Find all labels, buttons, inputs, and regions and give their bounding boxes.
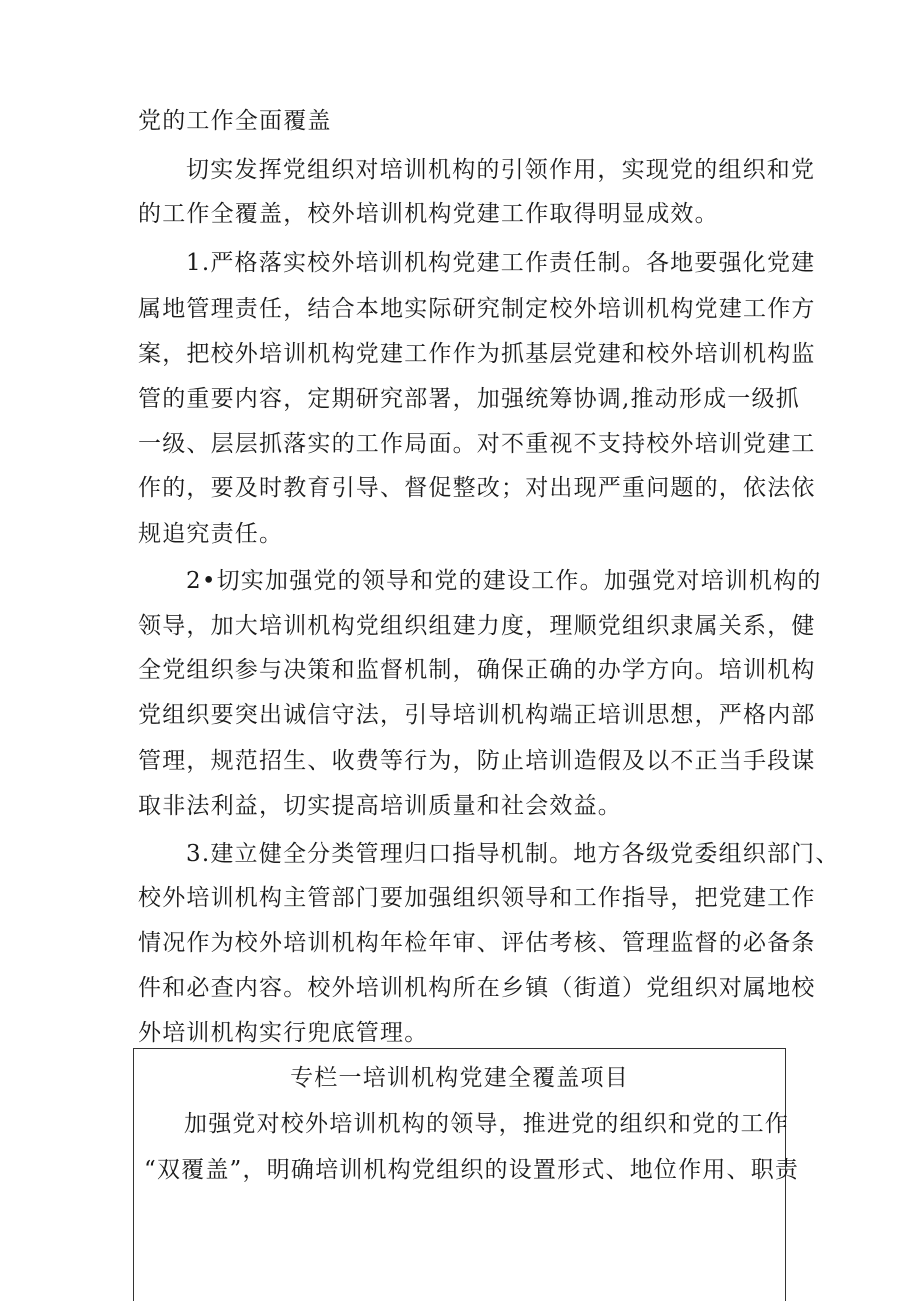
text-line: 3.建立健全分类管理归口指导机制。地方各级党委组织部门、 — [186, 841, 840, 867]
text-line: 案，把校外培训机构党建工作作为抓基层党建和校外培训机构监 — [138, 341, 816, 367]
text-line: 取非法利益，切实提高培训质量和社会效益。 — [138, 793, 622, 819]
box-title: 专栏一培训机构党建全覆盖项目 — [290, 1065, 629, 1091]
text-line: 领导，加大培训机构党组织组建力度，理顺党组织隶属关系，健 — [138, 613, 816, 639]
text-line: 校外培训机构主管部门要加强组织领导和工作指导，把党建工作 — [138, 885, 816, 911]
text-line: 作的，要及时教育引导、督促整改；对出现严重问题的，依法依 — [138, 475, 816, 501]
text-line: 党的工作全面覆盖 — [138, 108, 332, 134]
text-line: 全党组织参与决策和监督机制，确保正确的办学方向。培训机构 — [138, 657, 816, 683]
text-line: 管理，规范招生、收费等行为，防止培训造假及以不正当手段谋 — [138, 748, 816, 774]
text-line: 1.严格落实校外培训机构党建工作责任制。各地要强化党建 — [186, 250, 816, 276]
text-line: 管的重要内容，定期研究部署，加强统筹协调,推动形成一级抓 — [138, 386, 800, 412]
text-line: 切实发挥党组织对培训机构的引领作用，实现党的组织和党 — [186, 157, 816, 183]
text-line: 件和必查内容。校外培训机构所在乡镇（街道）党组织对属地校 — [138, 975, 816, 1001]
text-line: 的工作全覆盖，校外培训机构党建工作取得明显成效。 — [138, 201, 719, 227]
text-line: 属地管理责任，结合本地实际研究制定校外培训机构党建工作方 — [138, 296, 816, 322]
text-line: 一级、层层抓落实的工作局面。对不重视不支持校外培训党建工 — [138, 431, 816, 457]
text-line: 外培训机构实行兜底管理。 — [138, 1020, 429, 1046]
box-text-line: 加强党对校外培训机构的领导，推进党的组织和党的工作 — [184, 1111, 789, 1137]
text-line: 2•切实加强党的领导和党的建设工作。加强党对培训机构的 — [186, 568, 822, 594]
column-box — [133, 1048, 800, 1301]
text-line: 情况作为校外培训机构年检年审、评估考核、管理监督的必备条 — [138, 930, 816, 956]
box-text-line: “双覆盖”，明确培训机构党组织的设置形式、地位作用、职责 — [144, 1157, 800, 1183]
text-line: 规追究责任。 — [138, 521, 284, 547]
text-line: 党组织要突出诚信守法，引导培训机构端正培训思想，严格内部 — [138, 702, 816, 728]
